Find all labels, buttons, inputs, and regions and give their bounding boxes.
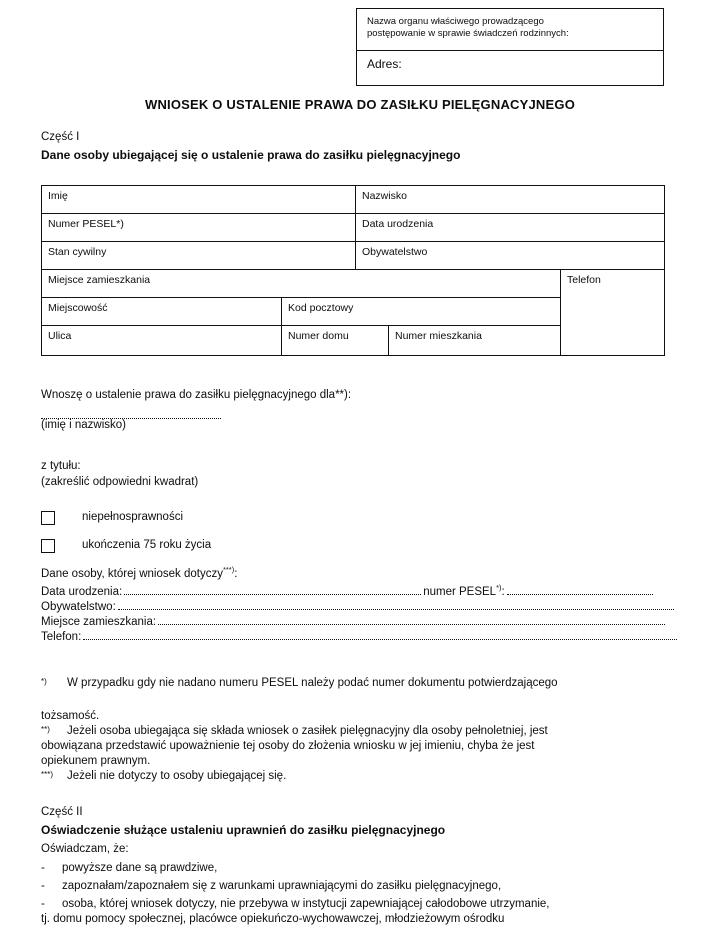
label-imie: Imię — [48, 190, 68, 202]
checkbox-label-age75: ukończenia 75 roku życia — [82, 539, 212, 551]
authority-header-box — [356, 8, 664, 86]
footnote-1 — [41, 676, 669, 691]
label-phone: Telefon: — [41, 631, 82, 643]
cell-ulica[interactable] — [41, 325, 282, 356]
request-name-hint: (imię i nazwisko) — [41, 419, 126, 431]
request-title-hint: (zakreślić odpowiedni kwadrat) — [41, 476, 199, 488]
footnote-2-marker: **) — [41, 725, 50, 734]
address-label: Adres: — [367, 57, 402, 71]
checkbox-age75[interactable] — [41, 539, 55, 553]
applicant-name-blank[interactable] — [41, 409, 221, 419]
cell-obywatelstwo[interactable] — [355, 241, 665, 270]
declaration-dash-3: - — [41, 898, 45, 910]
label-nazwisko: Nazwisko — [362, 190, 407, 202]
authority-label-line2: postępowanie w sprawie świadczeń rodzinnych: — [367, 27, 569, 39]
label-stan-cywilny: Stan cywilny — [48, 246, 107, 258]
label-numer-domu: Numer domu — [288, 330, 349, 342]
cell-stan-cywilny[interactable] — [41, 241, 356, 270]
authority-label-line1: Nazwa organu właściwego prowadzącego — [367, 16, 544, 27]
cell-imie[interactable] — [41, 185, 356, 214]
label-telefon: Telefon — [567, 274, 601, 286]
person-data-row-phone[interactable] — [41, 630, 665, 645]
declaration-item-2-text: zapoznałam/zapoznałem się z warunkami uprawniającymi do zasiłku pielęgnacyjnego, — [62, 880, 502, 892]
checkbox-label-disability: niepełnosprawności — [82, 511, 184, 523]
footnote-2-line-2: obowiązana przedstawić upoważnienie tej osoby do złożenia wniosku w jej imieniu, chyba że jest — [41, 740, 535, 752]
person-data-heading-colon: : — [234, 568, 238, 580]
footnote-marker-1-ref-pesel: *) — [496, 583, 502, 593]
label-kod-pocztowy: Kod pocztowy — [288, 302, 354, 314]
person-data-heading-text: Dane osoby, której wniosek dotyczy — [41, 568, 223, 580]
label-pesel: Numer PESEL*) — [48, 218, 124, 230]
footnote-1-continued — [41, 709, 669, 724]
footnote-2 — [41, 724, 669, 769]
part-2-label: Część II — [41, 806, 83, 818]
blank-citizenship[interactable] — [118, 600, 674, 610]
cell-miejscowosc[interactable] — [41, 297, 282, 326]
label-birth-date: Data urodzenia: — [41, 586, 123, 598]
label-numer-mieszkania: Numer mieszkania — [395, 330, 482, 342]
applicant-data-table — [41, 185, 665, 356]
request-title-label: z tytułu: — [41, 460, 81, 472]
person-data-row-residence[interactable] — [41, 615, 665, 630]
label-data-urodzenia: Data urodzenia — [362, 218, 434, 230]
label-obywatelstwo: Obywatelstwo — [362, 246, 428, 258]
declaration-item-1-text: powyższe dane są prawdziwe, — [62, 862, 218, 874]
label-miejsce-zamieszkania: Miejsce zamieszkania — [48, 274, 151, 286]
checkbox-disability[interactable] — [41, 511, 55, 525]
blank-pesel[interactable] — [507, 585, 653, 595]
cell-numer-domu[interactable] — [281, 325, 389, 356]
part-1-subtitle: Dane osoby ubiegającej się o ustalenie prawa do zasiłku pielęgnacyjnego — [41, 148, 461, 162]
footnote-3-text: Jeżeli nie dotyczy to osoby ubiegającej się. — [67, 770, 287, 782]
declaration-item-3-text: osoba, której wniosek dotyczy, nie przebywa w instytucji zapewniającej całodobowe utrzymanie, — [62, 898, 550, 910]
cell-telefon[interactable] — [560, 269, 665, 356]
declaration-intro: Oświadczam, że: — [41, 843, 129, 855]
footnote-1-text: W przypadku gdy nie nadano numeru PESEL należy podać numer dokumentu potwierdzającego — [67, 677, 558, 689]
footnote-1-text-cont: tożsamość. — [41, 710, 100, 722]
footnote-3 — [41, 769, 669, 784]
authority-name-field[interactable] — [357, 9, 663, 51]
blank-residence[interactable] — [158, 615, 665, 625]
footnote-2-line-3: opiekunem prawnym. — [41, 755, 151, 767]
declaration-item-1 — [41, 861, 681, 876]
cell-miejsce-zamieszkania[interactable] — [41, 269, 561, 298]
label-pesel-inline: numer PESEL — [423, 586, 497, 598]
label-ulica: Ulica — [48, 330, 72, 342]
blank-birth-date[interactable] — [124, 585, 421, 595]
footnote-2-line-1: Jeżeli osoba ubiegająca się składa wniosek o zasiłek pielęgnacyjny dla osoby pełnoletniej, jest — [67, 725, 548, 737]
blank-phone[interactable] — [83, 630, 677, 640]
declaration-item-3-text-cont: tj. domu pomocy społecznej, placówce opiekuńczo-wychowawczej, młodzieżowym ośrodku — [41, 913, 505, 925]
person-data-row-citizenship[interactable] — [41, 600, 665, 615]
request-statement: Wnoszę o ustalenie prawa do zasiłku pielęgnacyjnego dla**): — [41, 389, 352, 401]
declaration-item-3 — [41, 897, 681, 927]
footnote-1-marker: *) — [41, 677, 47, 686]
authority-address-field[interactable] — [357, 51, 663, 85]
pesel-inline-colon: : — [501, 586, 505, 598]
footnote-marker-3-ref: ***) — [222, 565, 235, 575]
part-2-subtitle: Oświadczenie służące ustaleniu uprawnień do zasiłku pielęgnacyjnego — [41, 823, 446, 837]
person-data-heading — [41, 565, 238, 580]
person-data-row-birth[interactable] — [41, 585, 665, 600]
cell-kod-pocztowy[interactable] — [281, 297, 561, 326]
cell-numer-mieszkania[interactable] — [388, 325, 561, 356]
declaration-item-2 — [41, 879, 681, 894]
label-citizenship: Obywatelstwo: — [41, 601, 116, 613]
declaration-dash-1: - — [41, 862, 45, 874]
cell-pesel[interactable] — [41, 213, 356, 242]
page-title: WNIOSEK O USTALENIE PRAWA DO ZASIŁKU PIELĘGNACYJNEGO — [144, 97, 576, 112]
footnote-3-marker: ***) — [41, 770, 54, 779]
cell-data-urodzenia[interactable] — [355, 213, 665, 242]
part-1-label: Część I — [41, 131, 80, 143]
cell-nazwisko[interactable] — [355, 185, 665, 214]
label-residence: Miejsce zamieszkania: — [41, 616, 157, 628]
declaration-dash-2: - — [41, 880, 45, 892]
label-miejscowosc: Miejscowość — [48, 302, 108, 314]
